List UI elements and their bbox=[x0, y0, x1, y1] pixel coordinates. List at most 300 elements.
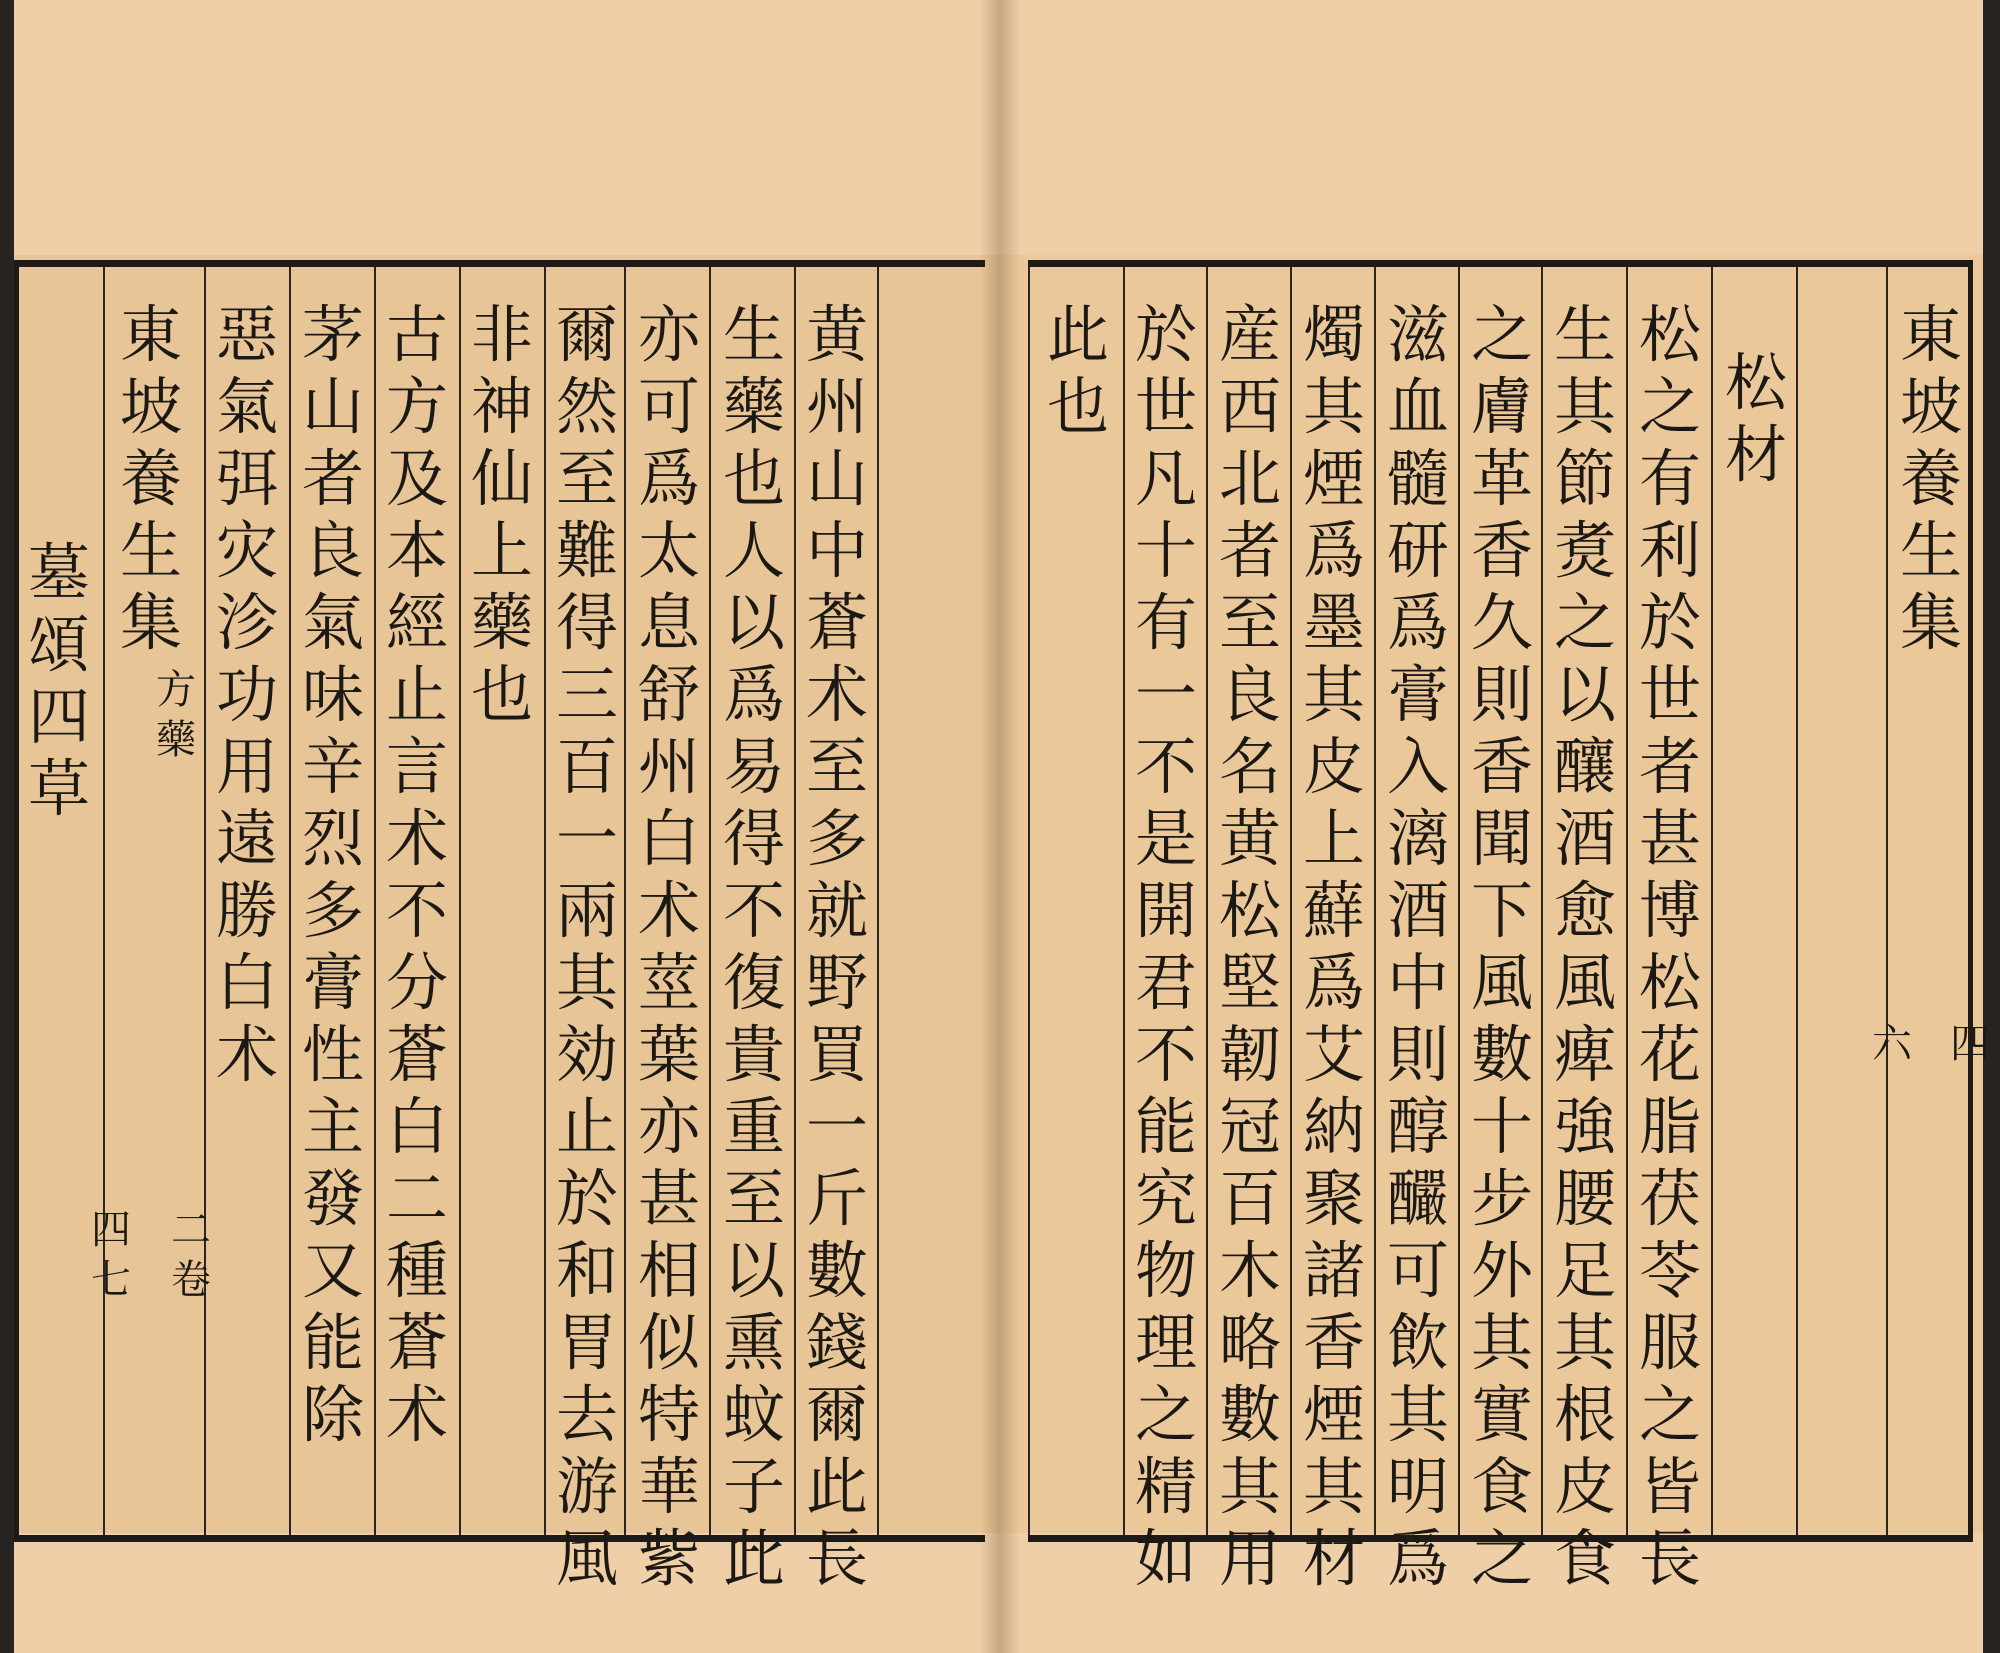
text-character: 辛 bbox=[301, 730, 364, 803]
text-character: 可 bbox=[637, 370, 700, 443]
text-character: 似 bbox=[637, 1306, 700, 1379]
page-number-character: 七 bbox=[91, 1257, 131, 1303]
text-character: 多 bbox=[301, 874, 364, 947]
text-character: 爾 bbox=[555, 298, 618, 371]
text-character: 胃 bbox=[555, 1306, 618, 1379]
text-character: 就 bbox=[805, 874, 868, 947]
text-character: 不 bbox=[722, 874, 785, 947]
text-character: 斤 bbox=[805, 1162, 868, 1235]
edge-fragment-character: 四 bbox=[27, 680, 90, 753]
text-character: 數 bbox=[1470, 1018, 1533, 1091]
text-character: 燭 bbox=[1302, 298, 1365, 371]
column-rule bbox=[1123, 267, 1125, 1535]
text-character: 食 bbox=[1470, 1450, 1533, 1523]
text-character: 息 bbox=[637, 586, 700, 659]
text-character: 生 bbox=[722, 298, 785, 371]
text-character: 以 bbox=[1553, 658, 1616, 731]
text-character: 也 bbox=[722, 442, 785, 515]
column-rule bbox=[877, 267, 879, 1535]
text-character: 三 bbox=[555, 658, 618, 731]
text-character: 不 bbox=[1134, 730, 1197, 803]
text-character: 能 bbox=[301, 1306, 364, 1379]
text-character: 君 bbox=[1134, 946, 1197, 1019]
text-character: 黄 bbox=[1218, 802, 1281, 875]
column-rule bbox=[289, 267, 291, 1535]
column-rule bbox=[1796, 267, 1798, 1535]
margin-title-character: 坡 bbox=[119, 370, 182, 443]
text-character: 遠 bbox=[215, 802, 278, 875]
right-text-frame bbox=[1028, 260, 1990, 1595]
text-character: 和 bbox=[555, 1234, 618, 1307]
text-character: 用 bbox=[215, 730, 278, 803]
text-character: 游 bbox=[555, 1450, 618, 1523]
text-character: 則 bbox=[1386, 1018, 1449, 1091]
text-character: 之 bbox=[1553, 586, 1616, 659]
text-character: 其 bbox=[1302, 370, 1365, 443]
text-character: 熏 bbox=[722, 1306, 785, 1379]
text-character: 氣 bbox=[215, 370, 278, 443]
text-character: 錢 bbox=[805, 1306, 868, 1379]
text-character: 堅 bbox=[1218, 946, 1281, 1019]
text-character: 酒 bbox=[1386, 874, 1449, 947]
column-rule bbox=[103, 267, 105, 1535]
text-character: 難 bbox=[555, 514, 618, 587]
text-character: 亦 bbox=[637, 298, 700, 371]
text-character: 産 bbox=[1218, 298, 1281, 371]
text-character: 一 bbox=[1134, 658, 1197, 731]
margin-title-character: 東 bbox=[119, 298, 182, 371]
text-character: 腰 bbox=[1553, 1162, 1616, 1235]
text-column-5 bbox=[464, 299, 540, 731]
text-character: 滋 bbox=[1386, 298, 1449, 371]
text-character: 分 bbox=[385, 946, 448, 1019]
text-character: 効 bbox=[555, 1018, 618, 1091]
text-column-r3 bbox=[1464, 299, 1540, 1595]
margin-title-character: 東 bbox=[1899, 298, 1962, 371]
text-character: 節 bbox=[1553, 442, 1616, 515]
text-character: 葉 bbox=[637, 1018, 700, 1091]
text-character: 其 bbox=[1553, 1306, 1616, 1379]
column-rule bbox=[1626, 267, 1628, 1535]
text-character: 蒼 bbox=[385, 1018, 448, 1091]
text-character: 香 bbox=[1302, 1306, 1365, 1379]
column-rule bbox=[1290, 267, 1292, 1535]
text-character: 主 bbox=[301, 1090, 364, 1163]
text-character: 十 bbox=[1470, 1090, 1533, 1163]
text-character: 香 bbox=[1470, 730, 1533, 803]
left-text-frame bbox=[14, 260, 985, 1595]
column-rule bbox=[204, 267, 206, 1535]
column-rule bbox=[794, 267, 796, 1535]
text-character: 聞 bbox=[1470, 802, 1533, 875]
text-character: 氣 bbox=[301, 586, 364, 659]
text-character: 及 bbox=[385, 442, 448, 515]
text-character: 此 bbox=[1046, 298, 1109, 371]
text-character: 世 bbox=[1638, 658, 1701, 731]
text-character: 白 bbox=[215, 946, 278, 1019]
text-character: 實 bbox=[1470, 1378, 1533, 1451]
text-character: 良 bbox=[1218, 658, 1281, 731]
text-character: 特 bbox=[637, 1378, 700, 1451]
text-character: 兩 bbox=[555, 874, 618, 947]
text-character: 重 bbox=[722, 1090, 785, 1163]
text-column-r5 bbox=[1296, 299, 1372, 1595]
text-character: 一 bbox=[555, 802, 618, 875]
column-rule bbox=[1541, 267, 1543, 1535]
text-character: 明 bbox=[1386, 1450, 1449, 1523]
text-character: 經 bbox=[385, 586, 448, 659]
text-character: 爲 bbox=[1302, 946, 1365, 1019]
text-character: 术 bbox=[385, 802, 448, 875]
text-character: 太 bbox=[637, 514, 700, 587]
column-rule bbox=[1206, 267, 1208, 1535]
text-character: 皆 bbox=[1638, 1450, 1701, 1523]
text-character: 惡 bbox=[215, 298, 278, 371]
text-character: 除 bbox=[301, 1378, 364, 1451]
text-character: 其 bbox=[1553, 370, 1616, 443]
text-character: 冠 bbox=[1218, 1090, 1281, 1163]
text-character: 然 bbox=[555, 370, 618, 443]
heading-character: 材 bbox=[1724, 418, 1787, 491]
text-character: 多 bbox=[805, 802, 868, 875]
text-character: 風 bbox=[1470, 946, 1533, 1019]
column-rule bbox=[1374, 267, 1376, 1535]
text-column-r2 bbox=[1547, 299, 1623, 1595]
book-spine bbox=[980, 0, 1020, 1653]
text-character: 飲 bbox=[1386, 1306, 1449, 1379]
margin-title-column bbox=[91, 298, 211, 1305]
text-character: 仙 bbox=[470, 442, 533, 515]
text-character: 上 bbox=[470, 514, 533, 587]
text-character: 風 bbox=[555, 1522, 618, 1595]
right-margin-title-column bbox=[1872, 298, 1990, 1069]
margin-title-character: 養 bbox=[1899, 442, 1962, 515]
text-character: 生 bbox=[1553, 298, 1616, 371]
text-character: 其 bbox=[1218, 1450, 1281, 1523]
text-character: 木 bbox=[1218, 1234, 1281, 1307]
text-character: 是 bbox=[1134, 802, 1197, 875]
text-character: 爲 bbox=[637, 442, 700, 515]
text-character: 舒 bbox=[637, 658, 700, 731]
edge-fragment-character: 墓 bbox=[27, 536, 90, 609]
text-character: 根 bbox=[1553, 1378, 1616, 1451]
text-character: 白 bbox=[385, 1090, 448, 1163]
text-character: 步 bbox=[1470, 1162, 1533, 1235]
text-character: 如 bbox=[1134, 1522, 1197, 1595]
text-character: 西 bbox=[1218, 370, 1281, 443]
left-top-margin bbox=[14, 0, 1004, 255]
text-character: 言 bbox=[385, 730, 448, 803]
text-character: 蘚 bbox=[1302, 874, 1365, 947]
text-character: 得 bbox=[722, 802, 785, 875]
text-character: 足 bbox=[1553, 1234, 1616, 1307]
text-character: 之 bbox=[1134, 1378, 1197, 1451]
text-character: 松 bbox=[1638, 298, 1701, 371]
text-character: 諸 bbox=[1302, 1234, 1365, 1307]
text-character: 精 bbox=[1134, 1450, 1197, 1523]
right-top-margin bbox=[1000, 0, 1983, 255]
text-character: 神 bbox=[470, 370, 533, 443]
text-character: 爲 bbox=[1386, 1522, 1449, 1595]
volume-label-character: 二 bbox=[171, 1207, 211, 1253]
text-character: 則 bbox=[1470, 658, 1533, 731]
section-label-character: 方 bbox=[156, 667, 196, 713]
text-character: 其 bbox=[1470, 1306, 1533, 1379]
text-character: 酒 bbox=[1553, 802, 1616, 875]
text-character: 愈 bbox=[1553, 874, 1616, 947]
column-rule bbox=[1458, 267, 1460, 1535]
text-character: 有 bbox=[1638, 442, 1701, 515]
text-character: 上 bbox=[1302, 802, 1365, 875]
text-character: 貴 bbox=[722, 1018, 785, 1091]
text-character: 蒼 bbox=[805, 586, 868, 659]
text-character: 州 bbox=[805, 370, 868, 443]
text-character: 野 bbox=[805, 946, 868, 1019]
edge-fragment-character: 草 bbox=[27, 752, 90, 825]
text-character: 蒼 bbox=[385, 1306, 448, 1379]
text-character: 弭 bbox=[215, 442, 278, 515]
text-character: 术 bbox=[385, 1378, 448, 1451]
text-character: 苓 bbox=[1638, 1234, 1701, 1307]
text-character: 之 bbox=[1470, 1522, 1533, 1595]
volume-label-character: 卷 bbox=[171, 1257, 211, 1303]
column-rule bbox=[1886, 267, 1888, 1535]
column-rule bbox=[1028, 267, 1030, 1535]
text-character: 革 bbox=[1470, 442, 1533, 515]
text-character: 蚊 bbox=[722, 1378, 785, 1451]
margin-title-character: 集 bbox=[1899, 586, 1962, 659]
text-character: 膚 bbox=[1470, 370, 1533, 443]
text-character: 名 bbox=[1218, 730, 1281, 803]
text-character: 此 bbox=[722, 1522, 785, 1595]
text-character: 髓 bbox=[1386, 442, 1449, 515]
text-character: 藥 bbox=[722, 370, 785, 443]
text-character: 買 bbox=[805, 1018, 868, 1091]
text-character: 煙 bbox=[1302, 442, 1365, 515]
column-rule bbox=[1711, 267, 1713, 1535]
text-column-3 bbox=[631, 299, 707, 1595]
text-character: 理 bbox=[1134, 1306, 1197, 1379]
text-character: 灾 bbox=[215, 514, 278, 587]
text-character: 痺 bbox=[1553, 1018, 1616, 1091]
text-character: 長 bbox=[1638, 1522, 1701, 1595]
text-column-6 bbox=[379, 299, 455, 1451]
text-character: 久 bbox=[1470, 586, 1533, 659]
text-character: 茅 bbox=[301, 298, 364, 371]
text-character: 至 bbox=[805, 730, 868, 803]
text-character: 二 bbox=[385, 1162, 448, 1235]
column-rule bbox=[709, 267, 711, 1535]
text-character: 種 bbox=[385, 1234, 448, 1307]
text-character: 藥 bbox=[470, 586, 533, 659]
text-character: 亦 bbox=[637, 1090, 700, 1163]
text-character: 之 bbox=[1638, 370, 1701, 443]
text-character: 十 bbox=[1134, 514, 1197, 587]
text-character: 沴 bbox=[215, 586, 278, 659]
text-character: 墨 bbox=[1302, 586, 1365, 659]
text-character: 者 bbox=[1218, 514, 1281, 587]
text-character: 利 bbox=[1638, 514, 1701, 587]
text-character: 相 bbox=[637, 1234, 700, 1307]
text-character: 术 bbox=[805, 658, 868, 731]
text-character: 去 bbox=[555, 1378, 618, 1451]
text-character: 物 bbox=[1134, 1234, 1197, 1307]
text-character: 世 bbox=[1134, 370, 1197, 443]
text-character: 脂 bbox=[1638, 1090, 1701, 1163]
text-character: 煑 bbox=[1553, 514, 1616, 587]
text-character: 非 bbox=[470, 298, 533, 371]
text-character: 下 bbox=[1470, 874, 1533, 947]
text-character: 白 bbox=[637, 802, 700, 875]
margin-title-character: 坡 bbox=[1899, 370, 1962, 443]
text-character: 外 bbox=[1470, 1234, 1533, 1307]
text-character: 長 bbox=[805, 1522, 868, 1595]
text-character: 數 bbox=[805, 1234, 868, 1307]
margin-title-character: 生 bbox=[119, 514, 182, 587]
text-character: 子 bbox=[722, 1450, 785, 1523]
text-column-r1 bbox=[1632, 299, 1708, 1595]
text-character: 數 bbox=[1218, 1378, 1281, 1451]
text-character: 其 bbox=[1302, 1450, 1365, 1523]
text-character: 研 bbox=[1386, 514, 1449, 587]
text-character: 中 bbox=[805, 514, 868, 587]
page-number-character: 四 bbox=[91, 1207, 131, 1253]
column-rule bbox=[374, 267, 376, 1535]
text-character: 茯 bbox=[1638, 1162, 1701, 1235]
text-character: 醇 bbox=[1386, 1090, 1449, 1163]
column-rule bbox=[459, 267, 461, 1535]
text-character: 博 bbox=[1638, 874, 1701, 947]
text-character: 釅 bbox=[1386, 1162, 1449, 1235]
page-number-character: 六 bbox=[1872, 1021, 1912, 1067]
text-character: 性 bbox=[301, 1018, 364, 1091]
text-column-r7 bbox=[1128, 299, 1204, 1595]
text-character: 以 bbox=[722, 1234, 785, 1307]
text-character: 漓 bbox=[1386, 802, 1449, 875]
text-character: 方 bbox=[385, 370, 448, 443]
text-character: 花 bbox=[1638, 1018, 1701, 1091]
text-character: 古 bbox=[385, 298, 448, 371]
text-character: 之 bbox=[1470, 298, 1533, 371]
column-rule bbox=[544, 267, 546, 1535]
text-character: 其 bbox=[555, 946, 618, 1019]
text-character: 紫 bbox=[637, 1522, 700, 1595]
section-heading bbox=[1718, 347, 1794, 491]
text-character: 味 bbox=[301, 658, 364, 731]
text-character: 止 bbox=[555, 1090, 618, 1163]
text-character: 其 bbox=[1302, 658, 1365, 731]
text-character: 以 bbox=[722, 586, 785, 659]
text-character: 爾 bbox=[805, 1378, 868, 1451]
text-character: 爲 bbox=[722, 658, 785, 731]
text-character: 開 bbox=[1134, 874, 1197, 947]
text-character: 北 bbox=[1218, 442, 1281, 515]
text-column-r6 bbox=[1212, 299, 1288, 1595]
section-label-character: 藥 bbox=[156, 717, 196, 763]
text-character: 山 bbox=[805, 442, 868, 515]
text-column-1 bbox=[799, 299, 875, 1595]
text-character: 百 bbox=[555, 730, 618, 803]
text-character: 不 bbox=[385, 874, 448, 947]
text-character: 強 bbox=[1553, 1090, 1616, 1163]
text-character: 煙 bbox=[1302, 1378, 1365, 1451]
text-character: 艾 bbox=[1302, 1018, 1365, 1091]
text-character: 者 bbox=[1638, 730, 1701, 803]
edge-fragment-character: 頌 bbox=[27, 608, 90, 681]
text-character: 州 bbox=[637, 730, 700, 803]
text-character: 百 bbox=[1218, 1162, 1281, 1235]
text-character: 功 bbox=[215, 658, 278, 731]
text-character: 者 bbox=[301, 442, 364, 515]
text-character: 凡 bbox=[1134, 442, 1197, 515]
text-character: 此 bbox=[805, 1450, 868, 1523]
text-character: 血 bbox=[1386, 370, 1449, 443]
text-character: 於 bbox=[555, 1162, 618, 1235]
margin-title-character: 生 bbox=[1899, 514, 1962, 587]
text-column-8 bbox=[209, 299, 285, 1091]
margin-title-character: 集 bbox=[119, 586, 182, 659]
text-character: 松 bbox=[1638, 946, 1701, 1019]
text-character: 不 bbox=[1134, 1018, 1197, 1091]
text-character: 皮 bbox=[1302, 730, 1365, 803]
text-character: 良 bbox=[301, 514, 364, 587]
text-character: 松 bbox=[1218, 874, 1281, 947]
text-character: 一 bbox=[805, 1090, 868, 1163]
text-character: 能 bbox=[1134, 1090, 1197, 1163]
text-character: 皮 bbox=[1553, 1450, 1616, 1523]
text-character: 至 bbox=[722, 1162, 785, 1235]
text-character: 膏 bbox=[1386, 658, 1449, 731]
text-character: 復 bbox=[722, 946, 785, 1019]
page-number-character: 四 bbox=[1950, 1021, 1990, 1067]
text-character: 華 bbox=[637, 1450, 700, 1523]
text-character: 爲 bbox=[1386, 586, 1449, 659]
text-character: 可 bbox=[1386, 1234, 1449, 1307]
text-character: 食 bbox=[1553, 1522, 1616, 1595]
text-character: 止 bbox=[385, 658, 448, 731]
text-character: 易 bbox=[722, 730, 785, 803]
text-character: 也 bbox=[1046, 370, 1109, 443]
text-character: 風 bbox=[1553, 946, 1616, 1019]
text-character: 發 bbox=[301, 1162, 364, 1235]
text-character: 於 bbox=[1638, 586, 1701, 659]
text-character: 聚 bbox=[1302, 1162, 1365, 1235]
text-character: 又 bbox=[301, 1234, 364, 1307]
text-character: 香 bbox=[1470, 514, 1533, 587]
text-character: 於 bbox=[1134, 298, 1197, 371]
text-character: 中 bbox=[1386, 946, 1449, 1019]
heading-character: 松 bbox=[1724, 346, 1787, 419]
text-character: 服 bbox=[1638, 1306, 1701, 1379]
text-character: 膏 bbox=[301, 946, 364, 1019]
text-character: 术 bbox=[637, 874, 700, 947]
text-character: 爲 bbox=[1302, 514, 1365, 587]
text-character: 有 bbox=[1134, 586, 1197, 659]
text-character: 至 bbox=[555, 442, 618, 515]
text-character: 也 bbox=[470, 658, 533, 731]
text-character: 勝 bbox=[215, 874, 278, 947]
text-character: 烈 bbox=[301, 802, 364, 875]
text-character: 納 bbox=[1302, 1090, 1365, 1163]
text-column-4 bbox=[549, 299, 625, 1595]
text-character: 究 bbox=[1134, 1162, 1197, 1235]
text-character: 甚 bbox=[637, 1162, 700, 1235]
text-character: 材 bbox=[1302, 1522, 1365, 1595]
text-character: 人 bbox=[722, 514, 785, 587]
text-character: 术 bbox=[215, 1018, 278, 1091]
text-character: 韌 bbox=[1218, 1018, 1281, 1091]
text-character: 至 bbox=[1218, 586, 1281, 659]
